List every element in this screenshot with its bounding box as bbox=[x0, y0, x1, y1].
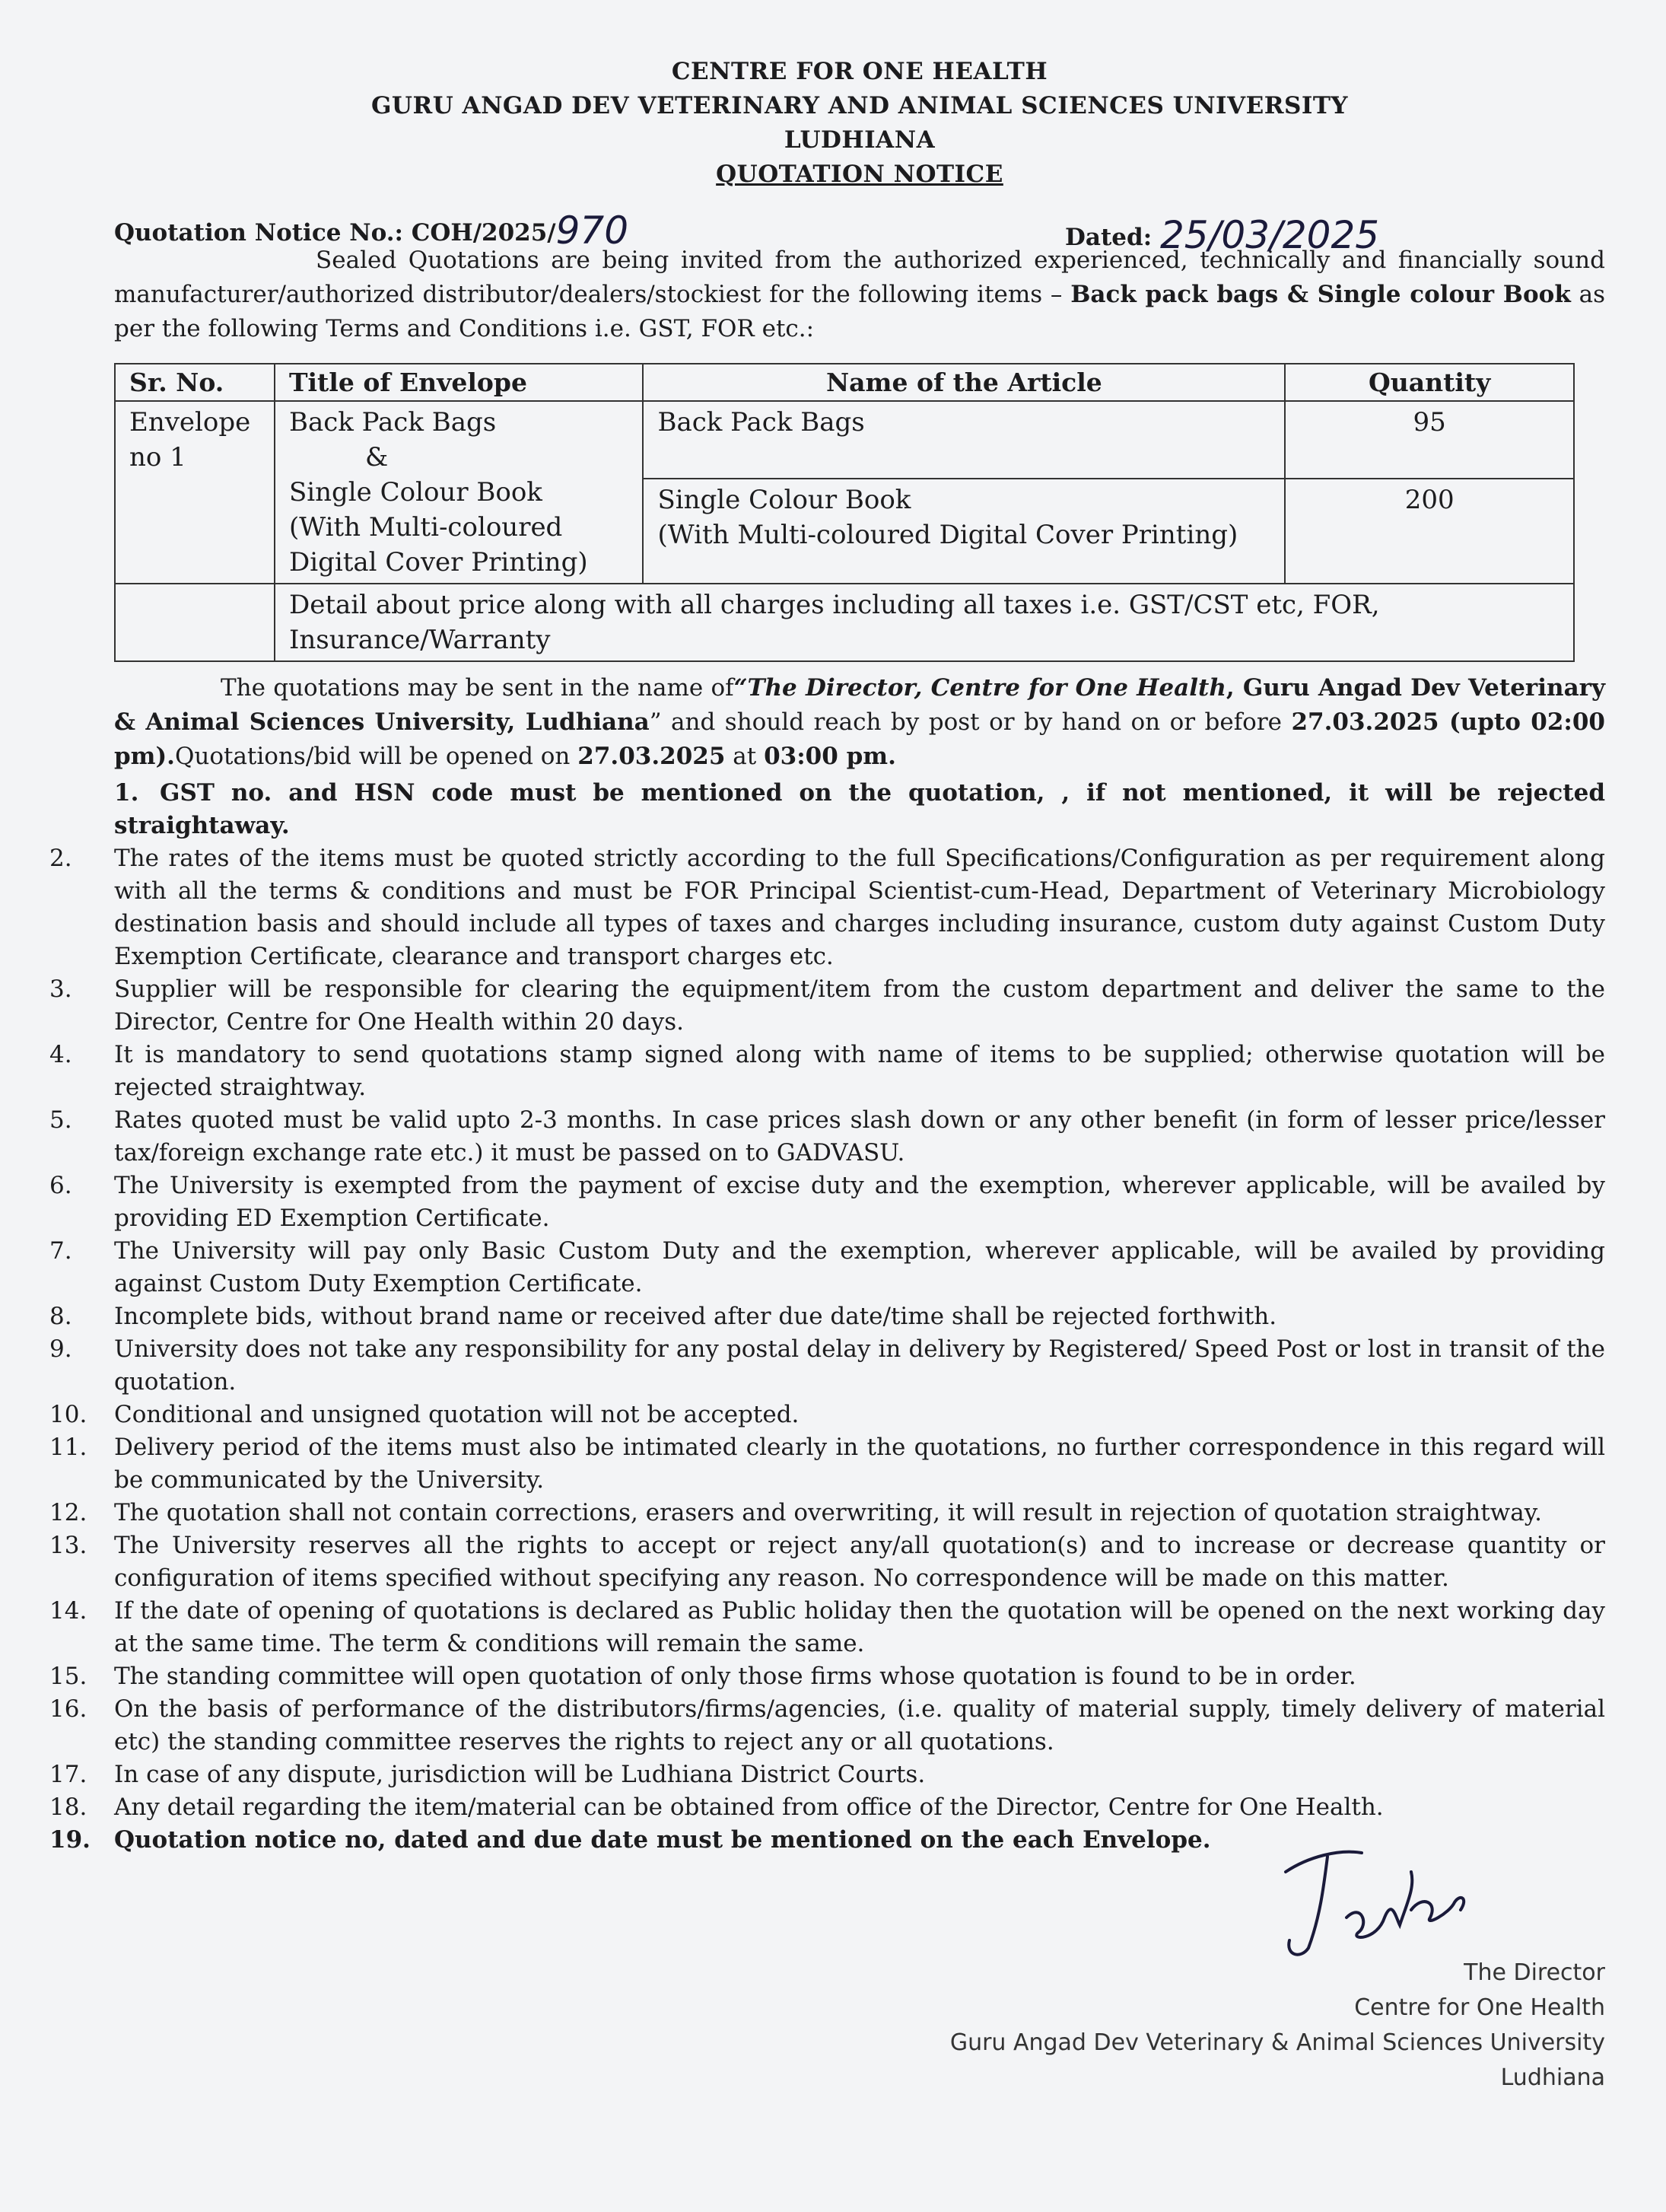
list-item: 3. Supplier will be responsible for clearing the equipment/item from the custom department and deliver the same to the Director, Centre for One Health within 20 days. bbox=[49, 976, 1605, 1036]
table-row bbox=[115, 401, 1574, 479]
list-item: 5. Rates quoted must be valid upto 2-3 months. In case prices slash down or any other benefit (in form of lesser price/lesser tax/foreign exchange rate etc.) it must be passed on to GADVASU. bbox=[49, 1106, 1605, 1166]
due-date: 27.03.2025 bbox=[1291, 708, 1439, 736]
envelope-title-cell: Back Pack Bags & Single Colour Book (With Multi-coloured Digital Cover Printing) bbox=[275, 401, 644, 584]
list-item: 12. The quotation shall not contain corrections, erasers and overwriting, it will result in rejection of quotation straightway. bbox=[49, 1499, 1542, 1526]
submission-paragraph: The quotations may be sent in the name of“The Director, Centre for One Health, Guru Angad Dev Veterinary & Animal Sciences University, Ludhiana” and should reach by post or by hand on or before 27.03.2025 (upto 02:00 pm).Quotations/bid will be opened on 27.03.2025 at 03:00 pm. bbox=[114, 674, 1606, 770]
list-item: 18. Any detail regarding the item/material can be obtained from office of the Director, Centre for One Health. bbox=[49, 1793, 1384, 1821]
empty-cell bbox=[115, 584, 275, 661]
letterhead bbox=[114, 55, 1605, 192]
list-item: 6. The University is exempted from the payment of excise duty and the exemption, wherever applicable, will be availed by providing ED Exemption Certificate. bbox=[49, 1172, 1605, 1232]
header-title-envelope: Title of Envelope bbox=[275, 364, 644, 401]
list-item: 14. If the date of opening of quotations is declared as Public holiday then the quotation will be opened on the next working day at the same time. The term & conditions will remain the same. bbox=[49, 1597, 1605, 1657]
opening-time: 03:00 pm. bbox=[764, 743, 896, 770]
signatory-centre: Centre for One Health bbox=[1354, 1994, 1605, 2021]
list-item: 10. Conditional and unsigned quotation will not be accepted. bbox=[49, 1401, 800, 1428]
notice-number: Quotation Notice No.: COH/2025/970 bbox=[114, 208, 629, 253]
list-item: 8. Incomplete bids, without brand name or received after due date/time shall be rejected forthwith. bbox=[49, 1303, 1277, 1330]
intro-paragraph: Sealed Quotations are being invited from the authorized experienced, technically and financially sound manufacturer/authorized distributor/dealers/stockiest for the following items – Back pack bags & Single colour Book as per the following Terms and Conditions i.e. GST, FOR etc.: bbox=[114, 247, 1605, 342]
signatory-title: The Director bbox=[1464, 1959, 1605, 1986]
table-header-row bbox=[115, 364, 1574, 401]
detail-cell: Detail about price along with all charges including all taxes i.e. GST/CST etc, FOR, Insurance/Warranty bbox=[275, 584, 1574, 661]
addressee: “The Director, Centre for One Health bbox=[733, 674, 1226, 702]
list-item: 17. In case of any dispute, jurisdiction will be Ludhiana District Courts. bbox=[49, 1761, 926, 1788]
article-name-cell: Back Pack Bags bbox=[643, 401, 1285, 479]
header-article-name: Name of the Article bbox=[643, 364, 1285, 401]
signatory-city: Ludhiana bbox=[1500, 2064, 1605, 2091]
list-item: 1. GST no. and HSN code must be mentioned on the quotation, , if not mentioned, it will be rejected straightaway. bbox=[114, 779, 1605, 839]
quantity-cell: 95 bbox=[1285, 401, 1574, 479]
sr-no-cell: Envelope no 1 bbox=[115, 401, 275, 584]
list-item: 13. The University reserves all the rights to accept or reject any/all quotation(s) and to increase or decrease quantity or configuration of items specified without specifying any reason. No correspondence will be made on this matter. bbox=[49, 1532, 1605, 1592]
city-name: LUDHIANA bbox=[784, 126, 936, 154]
list-item: 19. Quotation notice no, dated and due date must be mentioned on the each Envelope. bbox=[49, 1826, 1211, 1854]
notice-date: Dated: 25/03/2025 bbox=[1065, 213, 1380, 257]
university-name: GURU ANGAD DEV VETERINARY AND ANIMAL SCIENCES UNIVERSITY bbox=[370, 92, 1349, 119]
items-table bbox=[114, 363, 1575, 662]
signatory-university: Guru Angad Dev Veterinary & Animal Sciences University bbox=[949, 2029, 1605, 2056]
list-item: 16. On the basis of performance of the distributors/firms/agencies, (i.e. quality of material supply, timely delivery of material etc) the standing committee reserves the rights to reject any or all quotations. bbox=[49, 1695, 1605, 1755]
centre-name: CENTRE FOR ONE HEALTH bbox=[671, 58, 1048, 85]
signature-block bbox=[875, 1956, 1605, 2096]
list-item: 4. It is mandatory to send quotations stamp signed along with name of items to be supplied; otherwise quotation will be rejected straightway. bbox=[49, 1041, 1605, 1101]
document-title: QUOTATION NOTICE bbox=[716, 161, 1003, 188]
list-item: 9. University does not take any responsibility for any postal delay in delivery by Registered/ Speed Post or lost in transit of the quotation. bbox=[49, 1335, 1605, 1396]
handwritten-signature bbox=[1255, 1826, 1483, 1971]
notice-number-row bbox=[114, 192, 1605, 257]
terms-list bbox=[49, 777, 1605, 1857]
list-item: 7. The University will pay only Basic Custom Duty and the exemption, wherever applicable, will be availed by providing against Custom Duty Exemption Certificate. bbox=[49, 1237, 1605, 1297]
opening-date: 27.03.2025 bbox=[577, 743, 726, 770]
article-name-cell: Single Colour Book (With Multi-coloured Digital Cover Printing) bbox=[643, 479, 1285, 584]
header-quantity: Quantity bbox=[1285, 364, 1574, 401]
table-row bbox=[115, 584, 1574, 661]
handwritten-date: 25/03/2025 bbox=[1159, 213, 1380, 257]
list-item: 2. The rates of the items must be quoted strictly according to the full Specifications/Configuration as per requirement along with all the terms & conditions and must be FOR Principal Scientist-cum-Head, Department of Veterinary Microbiology destination basis and should include all types of taxes and charges including insurance, custom duty against Custom Duty Exemption Certificate, clearance and transport charges etc. bbox=[49, 845, 1605, 970]
list-item: 15. The standing committee will open quotation of only those firms whose quotation is found to be in order. bbox=[49, 1663, 1356, 1690]
items-bold: Back pack bags & Single colour Book bbox=[1070, 281, 1571, 308]
due-time: (upto 02:00 pm). bbox=[114, 708, 1605, 770]
list-item: 11. Delivery period of the items must also be intimated clearly in the quotations, no further correspondence in this regard will be communicated by the University. bbox=[49, 1434, 1605, 1494]
handwritten-notice-number: 970 bbox=[555, 208, 629, 253]
quantity-cell: 200 bbox=[1285, 479, 1574, 584]
header-sr-no: Sr. No. bbox=[115, 364, 275, 401]
